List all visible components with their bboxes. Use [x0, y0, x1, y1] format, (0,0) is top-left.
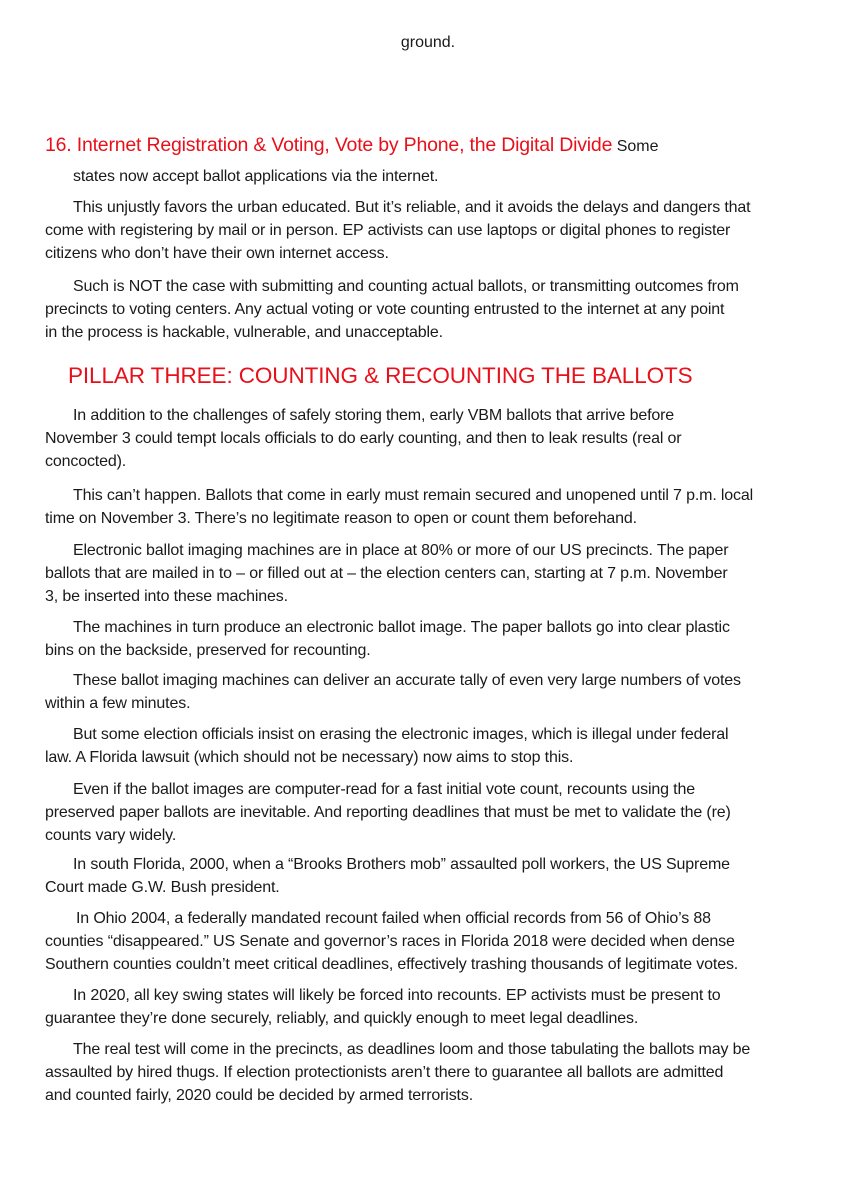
section-heading-text: 16. Internet Registration & Voting, Vote by Phone, the Digital Divide	[45, 134, 613, 156]
paragraph-line: In south Florida, 2000, when a “Brooks Brothers mob” assaulted poll workers, the US Supreme	[73, 856, 730, 873]
paragraph-line: This unjustly favors the urban educated. But it’s reliable, and it avoids the delays and dangers that	[73, 199, 751, 216]
paragraph-line: In addition to the challenges of safely storing them, early VBM ballots that arrive before	[73, 407, 675, 424]
paragraph-line: Electronic ballot imaging machines are in place at 80% or more of our US precincts. The paper	[73, 542, 729, 559]
section-heading-tail: Some	[616, 138, 659, 155]
paragraph-line: time on November 3. There’s no legitimate reason to open or count them beforehand.	[45, 510, 637, 527]
paragraph-line: But some election officials insist on erasing the electronic images, which is illegal under federal	[73, 726, 729, 743]
paragraph	[45, 404, 681, 473]
paragraph-line: 3, be inserted into these machines.	[45, 588, 288, 605]
paragraph	[45, 616, 730, 662]
paragraph-line: This can’t happen. Ballots that come in early must remain secured and unopened until 7 p.m. local	[73, 487, 754, 504]
paragraph	[45, 723, 728, 769]
paragraph-line: precincts to voting centers. Any actual voting or vote counting entrusted to the internet at any point	[45, 301, 725, 318]
paragraph	[45, 907, 738, 976]
paragraph-line: Southern counties couldn’t meet critical deadlines, effectively trashing thousands of legitimate votes.	[45, 956, 739, 973]
paragraph	[45, 984, 721, 1030]
paragraph-line: and counted fairly, 2020 could be decided by armed terrorists.	[45, 1087, 473, 1104]
paragraph-line: November 3 could tempt locals officials to do early counting, and then to leak results (real or	[45, 430, 682, 447]
paragraph-line: come with registering by mail or in person. EP activists can use laptops or digital phones to register	[45, 222, 731, 239]
paragraph-line: guarantee they’re done securely, reliably, and quickly enough to meet legal deadlines.	[45, 1010, 639, 1027]
paragraph-line: In 2020, all key swing states will likely be forced into recounts. EP activists must be present to	[73, 987, 721, 1004]
paragraph-line: concocted).	[45, 453, 127, 470]
paragraph-line: The machines in turn produce an electronic ballot image. The paper ballots go into clear plastic	[73, 619, 730, 636]
paragraph-line: preserved paper ballots are inevitable. And reporting deadlines that must be met to validate the (re)	[45, 804, 731, 821]
paragraph	[45, 196, 750, 265]
paragraph	[45, 1038, 750, 1107]
pillar-three-heading: PILLAR THREE: COUNTING & RECOUNTING THE BALLOTS	[68, 363, 693, 388]
paragraph-line: The real test will come in the precincts, as deadlines loom and those tabulating the ballots may be	[73, 1041, 751, 1058]
paragraph	[45, 165, 438, 188]
paragraph	[45, 778, 731, 847]
paragraph-line: states now accept ballot applications via the internet.	[73, 168, 439, 185]
paragraph-line: in the process is hackable, vulnerable, and unacceptable.	[45, 324, 443, 341]
paragraph	[45, 853, 730, 899]
paragraph-line: Court made G.W. Bush president.	[45, 879, 280, 896]
paragraph	[45, 275, 739, 344]
paragraph-line: In Ohio 2004, a federally mandated recount failed when official records from 56 of Ohio’s 88	[76, 910, 711, 927]
paragraph-line: counts vary widely.	[45, 827, 177, 844]
paragraph	[45, 484, 753, 530]
paragraph	[45, 539, 728, 608]
section-16-heading	[45, 134, 658, 157]
paragraph-line: counties “disappeared.” US Senate and governor’s races in Florida 2018 were decided when dense	[45, 933, 735, 950]
paragraph-line: ballots that are mailed in to – or filled out at – the election centers can, starting at 7 p.m. November	[45, 565, 728, 582]
paragraph-line: Even if the ballot images are computer-read for a fast initial vote count, recounts using the	[73, 781, 695, 798]
paragraph-line: assaulted by hired thugs. If election protectionists aren’t there to guarantee all ballots are admitted	[45, 1064, 724, 1081]
paragraph-line: These ballot imaging machines can deliver an accurate tally of even very large numbers of votes	[73, 672, 741, 689]
page-top-fragment: ground.	[400, 34, 456, 51]
paragraph-line: citizens who don’t have their own internet access.	[45, 245, 389, 262]
paragraph	[45, 669, 741, 715]
paragraph-line: within a few minutes.	[45, 695, 191, 712]
paragraph-line: Such is NOT the case with submitting and counting actual ballots, or transmitting outcomes from	[73, 278, 739, 295]
paragraph-line: bins on the backside, preserved for recounting.	[45, 642, 371, 659]
paragraph-line: law. A Florida lawsuit (which should not be necessary) now aims to stop this.	[45, 749, 574, 766]
